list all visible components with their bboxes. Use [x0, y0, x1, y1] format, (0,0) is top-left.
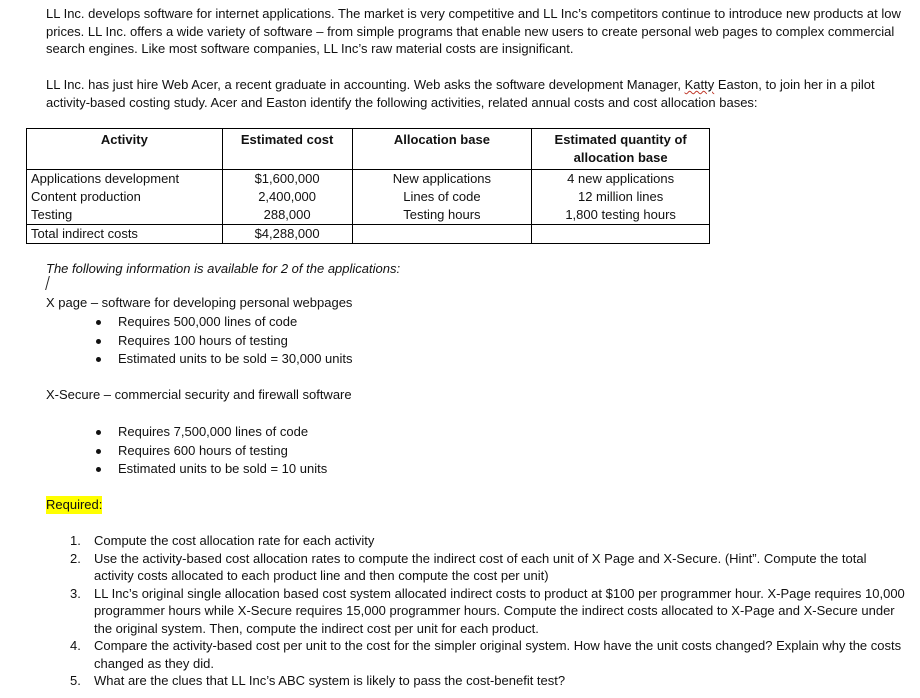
intro-paragraph-2 [46, 76, 912, 111]
xpage-bullet-list [0, 313, 353, 369]
cell-total-quantity [532, 225, 710, 244]
manager-first-name: Katty [684, 77, 715, 92]
cell-quantity: 4 new applications [532, 170, 710, 189]
cell-cost: $1,600,000 [222, 170, 352, 189]
header-allocation-base: Allocation base [352, 129, 532, 170]
table-row [27, 206, 710, 225]
cell-total-cost: $4,288,000 [222, 225, 352, 244]
requirement-item [0, 672, 905, 690]
header-activity: Activity [27, 129, 223, 170]
requirement-item [0, 550, 905, 585]
requirement-number: 5. [70, 673, 81, 688]
requirement-item [0, 532, 905, 550]
requirement-number: 3. [70, 585, 81, 601]
table-row [27, 170, 710, 189]
list-item: Requires 600 hours of testing [0, 442, 327, 461]
list-item: Estimated units to be sold = 10 units [0, 460, 327, 479]
cell-quantity: 12 million lines [532, 188, 710, 206]
requirement-text: Compare the activity-based cost per unit to the cost for the simpler original system. How have the unit costs changed? Explain why the costs changed as they did. [94, 638, 902, 671]
requirement-number: 4. [70, 638, 81, 653]
cell-total-base [352, 225, 532, 244]
requirement-text: Use the activity-based cost allocation rates to compute the indirect cost of each unit of X Page and X-Secure. (Hint”. Compute the total activity costs allocated to each product line and then compute the cost per unit) [94, 550, 867, 583]
requirement-text: What are the clues that LL Inc’s ABC system is likely to pass the cost-benefit test? [94, 673, 566, 688]
header-estimated-quantity: Estimated quantity of allocation base [532, 129, 710, 170]
list-item: Requires 100 hours of testing [0, 332, 353, 351]
cell-cost: 2,400,000 [222, 188, 352, 206]
xsecure-bullet-list [0, 423, 327, 479]
text-cursor [45, 276, 50, 290]
intro-paragraph-2-start: LL Inc. has just hire Web Acer, a recent graduate in accounting. Web asks the software development Manager, [46, 77, 685, 92]
table-total-row [27, 225, 710, 244]
table-row [27, 188, 710, 206]
requirement-number: 2. [70, 550, 81, 566]
requirement-text: Compute the cost allocation rate for each activity [94, 533, 375, 548]
cell-activity: Applications development [27, 170, 223, 189]
list-item: Requires 500,000 lines of code [0, 313, 353, 332]
cell-activity: Content production [27, 188, 223, 206]
list-item: Requires 7,500,000 lines of code [0, 423, 327, 442]
cell-total-label: Total indirect costs [27, 225, 223, 244]
cell-cost: 288,000 [222, 206, 352, 225]
cell-quantity: 1,800 testing hours [532, 206, 710, 225]
list-item: Estimated units to be sold = 30,000 units [0, 350, 353, 369]
requirement-text: LL Inc’s original single allocation based cost system allocated indirect costs to product at $100 per programmer hour. X-Page requires 10,000 programmer hours while X-Secure requires 15,000 programmer hours. Compute the indirect costs allocated to X-Page and X-Secure under the original system. Then, compute the indirect cost per unit for each product. [94, 585, 905, 636]
intro-paragraph-1: LL Inc. develops software for internet applications. The market is very competitive and LL Inc’s competitors continue to introduce new products at low prices. LL Inc. offers a wide variety of software – from simple programs that enable new users to create personal web pages to complex commercial search engines. Like most software companies, LL Inc’s raw material costs are insignificant. [46, 6, 901, 56]
cell-base: New applications [352, 170, 532, 189]
requirement-item [0, 637, 905, 672]
info-intro: The following information is available for 2 of the applications: [46, 261, 401, 276]
intro-paragraph-2-end: Easton, to join her in a pilot activity-based costing study. Acer and Easton identify the following activities, related annual costs and cost allocation bases: [46, 77, 875, 110]
cell-activity: Testing [27, 206, 223, 225]
cell-base: Lines of code [352, 188, 532, 206]
table-header-row [27, 129, 710, 170]
header-estimated-cost: Estimated cost [222, 129, 352, 170]
requirements-list [0, 532, 905, 690]
xpage-title: X page – software for developing personal webpages [46, 295, 353, 310]
activity-cost-table [26, 128, 710, 244]
cell-base: Testing hours [352, 206, 532, 225]
required-label: Required: [46, 497, 103, 512]
requirement-item [0, 585, 905, 638]
requirement-number: 1. [70, 533, 81, 548]
xsecure-title: X-Secure – commercial security and firewall software [46, 387, 352, 402]
